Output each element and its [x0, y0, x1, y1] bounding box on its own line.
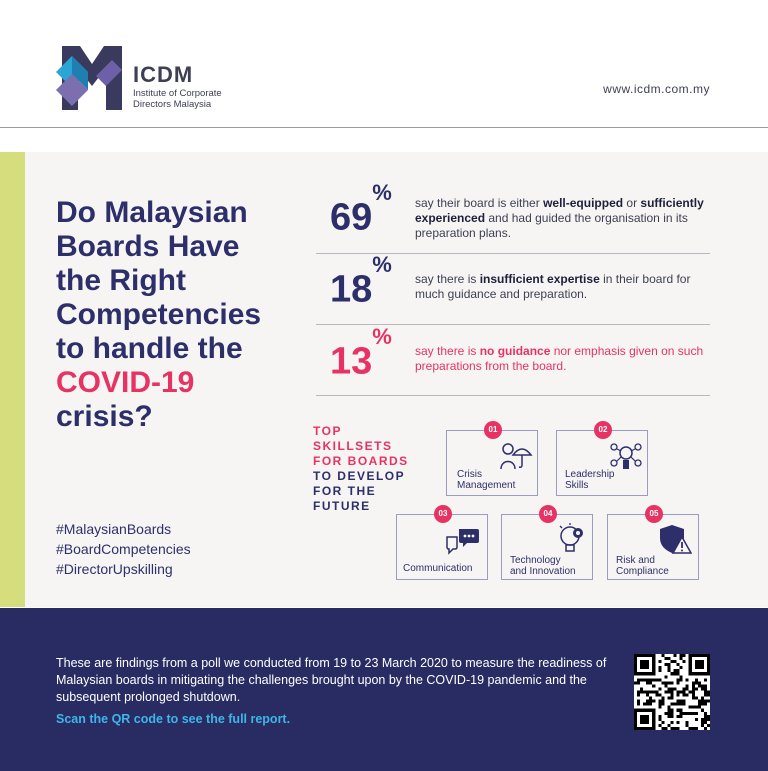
skills-title-line: TOP: [313, 424, 342, 438]
skill-label-line: Risk and: [616, 555, 655, 566]
stat-emphasis: well-equipped: [543, 196, 624, 210]
headline-line: Do Malaysian: [56, 196, 248, 229]
skills-title-line: SKILLSETS: [313, 439, 393, 453]
skill-number: 05: [645, 505, 663, 523]
stat-number: 13: [330, 340, 373, 383]
website-link[interactable]: www.icdm.com.my: [603, 82, 710, 96]
stat-text: say there is: [415, 272, 480, 286]
team-network-icon: [609, 441, 643, 471]
stat-unit: %: [372, 180, 392, 205]
header-divider: [0, 127, 768, 128]
brand-subtitle: [133, 88, 253, 110]
stat-number: 69: [330, 196, 373, 239]
headline: [56, 196, 306, 434]
skill-label: [510, 555, 576, 577]
skill-card-risk-compliance: [607, 509, 699, 580]
accent-bar: [0, 152, 25, 607]
shield-warning-icon: [658, 523, 692, 555]
stat-value: [330, 180, 392, 240]
stat-emphasis: sufficiently experienced: [415, 196, 704, 225]
skill-label-line: Crisis: [457, 469, 482, 480]
skill-card-leadership-skills: [556, 425, 648, 496]
chat-bubbles-icon: [445, 525, 481, 555]
stat-description: [415, 344, 715, 374]
stat-description: [415, 272, 715, 302]
footer-description: These are findings from a poll we conducted from 19 to 23 March 2020 to measure the readiness of Malaysian boards in mitigating the challenges brought upon by the COVID-19 pandemic and the subsequent prolonged shutdown.: [56, 656, 607, 704]
stat-18: [330, 252, 710, 311]
skill-label-line: and Innovation: [510, 566, 576, 577]
stat-text: and had guided the organisation in its preparation plans.: [415, 211, 688, 240]
lightbulb-gear-icon: [556, 523, 588, 555]
stat-text: say their board is either: [415, 196, 544, 210]
headline-line: Competencies: [56, 298, 262, 331]
skill-card-communication: [396, 509, 488, 580]
headline-highlight: COVID-19: [56, 366, 195, 399]
skill-label-line: Technology: [510, 555, 561, 566]
skill-number: 02: [594, 421, 612, 439]
skill-label-line: Skills: [565, 480, 589, 491]
headline-line: to handle the: [56, 332, 243, 365]
stat-13: [330, 324, 710, 383]
umbrella-person-icon: [499, 441, 533, 471]
skill-card-technology-innovation: [501, 509, 593, 580]
skill-label: [616, 555, 669, 577]
brand-name: ICDM: [133, 62, 194, 87]
skill-card-crisis-management: [446, 425, 538, 496]
qr-cta-link[interactable]: Scan the QR code to see the full report.: [56, 712, 291, 726]
skill-label: [565, 469, 614, 491]
skill-label: [403, 563, 472, 574]
hashtag[interactable]: #BoardCompetencies: [56, 541, 191, 557]
skill-label-line: Leadership: [565, 469, 615, 480]
skills-title-line: FUTURE: [313, 499, 371, 513]
skills-title-line: FOR THE: [313, 484, 377, 498]
stat-divider: [316, 395, 710, 396]
headline-line: the Right: [56, 264, 186, 297]
stat-text: nor emphasis given on such preparations from the board.: [415, 344, 704, 373]
stat-69: [330, 180, 710, 246]
header: [0, 0, 768, 128]
headline-line: Boards Have: [56, 230, 240, 263]
stat-text: or: [623, 196, 641, 210]
stat-emphasis: no guidance: [479, 344, 551, 358]
skills-title-line: TO DEVELOP: [313, 469, 406, 483]
skill-label-line: Management: [457, 480, 516, 491]
icdm-logo-icon: [56, 46, 128, 110]
hashtag[interactable]: #DirectorUpskilling: [56, 561, 173, 577]
skills-title-line: FOR BOARDS: [313, 454, 409, 468]
stat-number: 18: [330, 268, 373, 311]
brand-subtitle-line2: Directors Malaysia: [133, 99, 212, 110]
stat-unit: %: [372, 324, 392, 349]
brand-subtitle-line1: Institute of Corporate: [133, 88, 222, 99]
hashtag-list: [56, 519, 191, 579]
headline-line: crisis?: [56, 400, 153, 433]
skill-label: [457, 469, 515, 491]
stat-text: in their board for much guidance and preparation.: [415, 272, 691, 301]
stat-unit: %: [372, 252, 392, 277]
skills-title: [313, 424, 409, 514]
skill-label-line: Compliance: [616, 566, 669, 577]
qr-code-icon[interactable]: [634, 654, 710, 730]
stat-emphasis: insufficient expertise: [479, 272, 600, 286]
skill-number: 03: [434, 505, 452, 523]
skill-label-line: Communication: [403, 563, 473, 574]
skill-number: 04: [539, 505, 557, 523]
skill-number: 01: [484, 421, 502, 439]
stat-value: [330, 252, 392, 312]
stat-value: [330, 324, 392, 384]
hashtag[interactable]: #MalaysianBoards: [56, 521, 172, 537]
stat-text: say there is: [415, 344, 480, 358]
stat-description: [415, 196, 715, 241]
